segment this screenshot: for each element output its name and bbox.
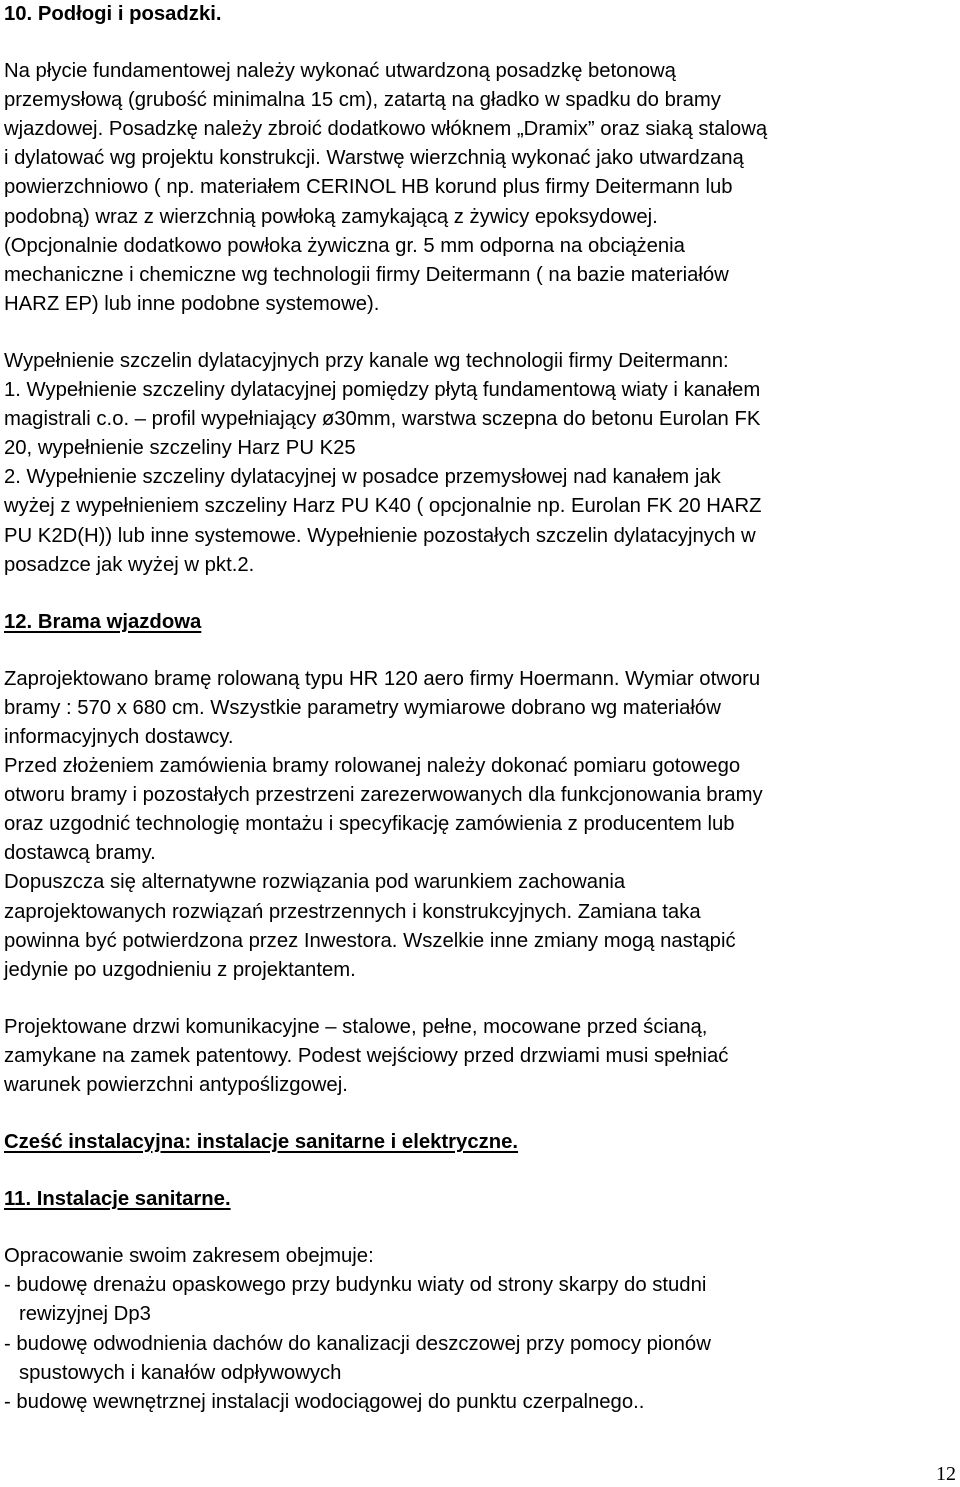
paragraph-line: otworu bramy i pozostałych przestrzeni zarezerwowanych dla funkcjonowania bramy	[4, 784, 763, 807]
paragraph-line: PU K2D(H)) lub inne systemowe. Wypełnienie pozostałych szczelin dylatacyjnych w	[4, 524, 756, 547]
spacer	[4, 1100, 956, 1128]
section-11-heading-text: 11. Instalacje sanitarne.	[4, 1188, 231, 1211]
doors-paragraph	[4, 1013, 956, 1100]
paragraph-line: HARZ EP) lub inne podobne systemowe).	[4, 292, 380, 315]
spacer	[4, 985, 956, 1013]
paragraph-line: mechaniczne i chemiczne wg technologii firmy Deitermann ( na bazie materiałów	[4, 263, 729, 286]
paragraph-line: powinna być potwierdzona przez Inwestora. Wszelkie inne zmiany mogą nastąpić	[4, 929, 736, 952]
section-10-heading: 10. Podłogi i posadzki.	[4, 3, 222, 25]
list-item: - budowę wewnętrznej instalacji wodociągowej do punktu czerpalnego..	[4, 1390, 645, 1413]
section-12-heading-text: 12. Brama wjazdowa	[4, 610, 202, 633]
paragraph-line: oraz uzgodnić technologię montażu i specyfikację zamówienia z producentem lub	[4, 813, 735, 836]
list-item-continuation: spustowych i kanałów odpływowych	[19, 1361, 342, 1384]
installations-heading-text: Cześć instalacyjna: instalacje sanitarne i elektryczne.	[4, 1131, 519, 1154]
spacer	[4, 1157, 956, 1185]
paragraph-line: 20, wypełnienie szczeliny Harz PU K25	[4, 437, 356, 460]
section-10-paragraph	[4, 57, 956, 319]
paragraph-line: Wypełnienie szczelin dylatacyjnych przy kanale wg technologii firmy Deitermann:	[4, 349, 729, 372]
paragraph-line: informacyjnych dostawcy.	[4, 725, 234, 748]
paragraph-line: Na płycie fundamentowej należy wykonać utwardzoną posadzkę betonową	[4, 60, 676, 83]
paragraph-line: Zaprojektowano bramę rolowaną typu HR 120 aero firmy Hoermann. Wymiar otworu	[4, 667, 761, 690]
list-item: - budowę odwodnienia dachów do kanalizacji deszczowej przy pomocy pionów	[4, 1332, 711, 1355]
paragraph-line: magistrali c.o. – profil wypełniający ø30mm, warstwa sczepna do betonu Eurolan FK	[4, 408, 761, 431]
section-12-heading	[4, 608, 956, 637]
paragraph-line: zaprojektowanych rozwiązań przestrzennych i konstrukcyjnych. Zamiana taka	[4, 900, 701, 923]
paragraph-line: Projektowane drzwi komunikacyjne – stalowe, pełne, mocowane przed ścianą,	[4, 1015, 708, 1038]
gate-paragraph	[4, 665, 956, 985]
spacer	[4, 29, 956, 57]
paragraph-line: Przed złożeniem zamówienia bramy rolowanej należy dokonać pomiaru gotowego	[4, 755, 741, 778]
paragraph-line: dostawcą bramy.	[4, 842, 156, 865]
section-11-intro: Opracowanie swoim zakresem obejmuje:	[4, 1245, 374, 1268]
installations-heading	[4, 1128, 956, 1157]
paragraph-line: wjazdowej. Posadzkę należy zbroić dodatkowo włóknem „Dramix” oraz siaką stalową	[4, 118, 768, 141]
paragraph-line: (Opcjonalnie dodatkowo powłoka żywiczna gr. 5 mm odporna na obciążenia	[4, 234, 685, 257]
list-item: - budowę drenażu opaskowego przy budynku wiaty od strony skarpy do studni	[4, 1274, 707, 1297]
expansion-gaps-paragraph	[4, 347, 956, 580]
paragraph-line: warunek powierzchni antypoślizgowej.	[4, 1074, 348, 1096]
section-11-heading	[4, 1185, 956, 1214]
paragraph-line: bramy : 570 x 680 cm. Wszystkie parametry wymiarowe dobrano wg materiałów	[4, 696, 721, 719]
paragraph-line: Dopuszcza się alternatywne rozwiązania pod warunkiem zachowania	[4, 871, 626, 894]
paragraph-line: powierzchniowo ( np. materiałem CERINOL HB korund plus firmy Deitermann lub	[4, 176, 733, 199]
document-page	[4, 0, 956, 1417]
paragraph-line: 1. Wypełnienie szczeliny dylatacyjnej pomiędzy płytą fundamentową wiaty i kanałem	[4, 379, 761, 402]
paragraph-line: zamykane na zamek patentowy. Podest wejściowy przed drzwiami musi spełniać	[4, 1044, 729, 1067]
paragraph-line: posadzce jak wyżej w pkt.2.	[4, 553, 255, 576]
paragraph-line: wyżej z wypełnieniem szczeliny Harz PU K40 ( opcjonalnie np. Eurolan FK 20 HARZ	[4, 495, 762, 518]
page-number: 12	[936, 1463, 956, 1485]
paragraph-line: i dylatować wg projektu konstrukcji. Warstwę wierzchnią wykonać jako utwardzaną	[4, 147, 744, 170]
spacer	[4, 637, 956, 665]
paragraph-line: jedynie po uzgodnieniu z projektantem.	[4, 958, 356, 981]
paragraph-line: przemysłową (grubość minimalna 15 cm), zatartą na gładko w spadku do bramy	[4, 89, 721, 112]
spacer	[4, 1214, 956, 1242]
paragraph-line: podobną) wraz z wierzchnią powłoką zamykającą z żywicy epoksydowej.	[4, 205, 658, 228]
spacer	[4, 580, 956, 608]
section-11-list	[4, 1271, 956, 1416]
list-item-continuation: rewizyjnej Dp3	[19, 1303, 151, 1326]
paragraph-line: 2. Wypełnienie szczeliny dylatacyjnej w posadce przemysłowej nad kanałem jak	[4, 466, 721, 489]
spacer	[4, 319, 956, 347]
